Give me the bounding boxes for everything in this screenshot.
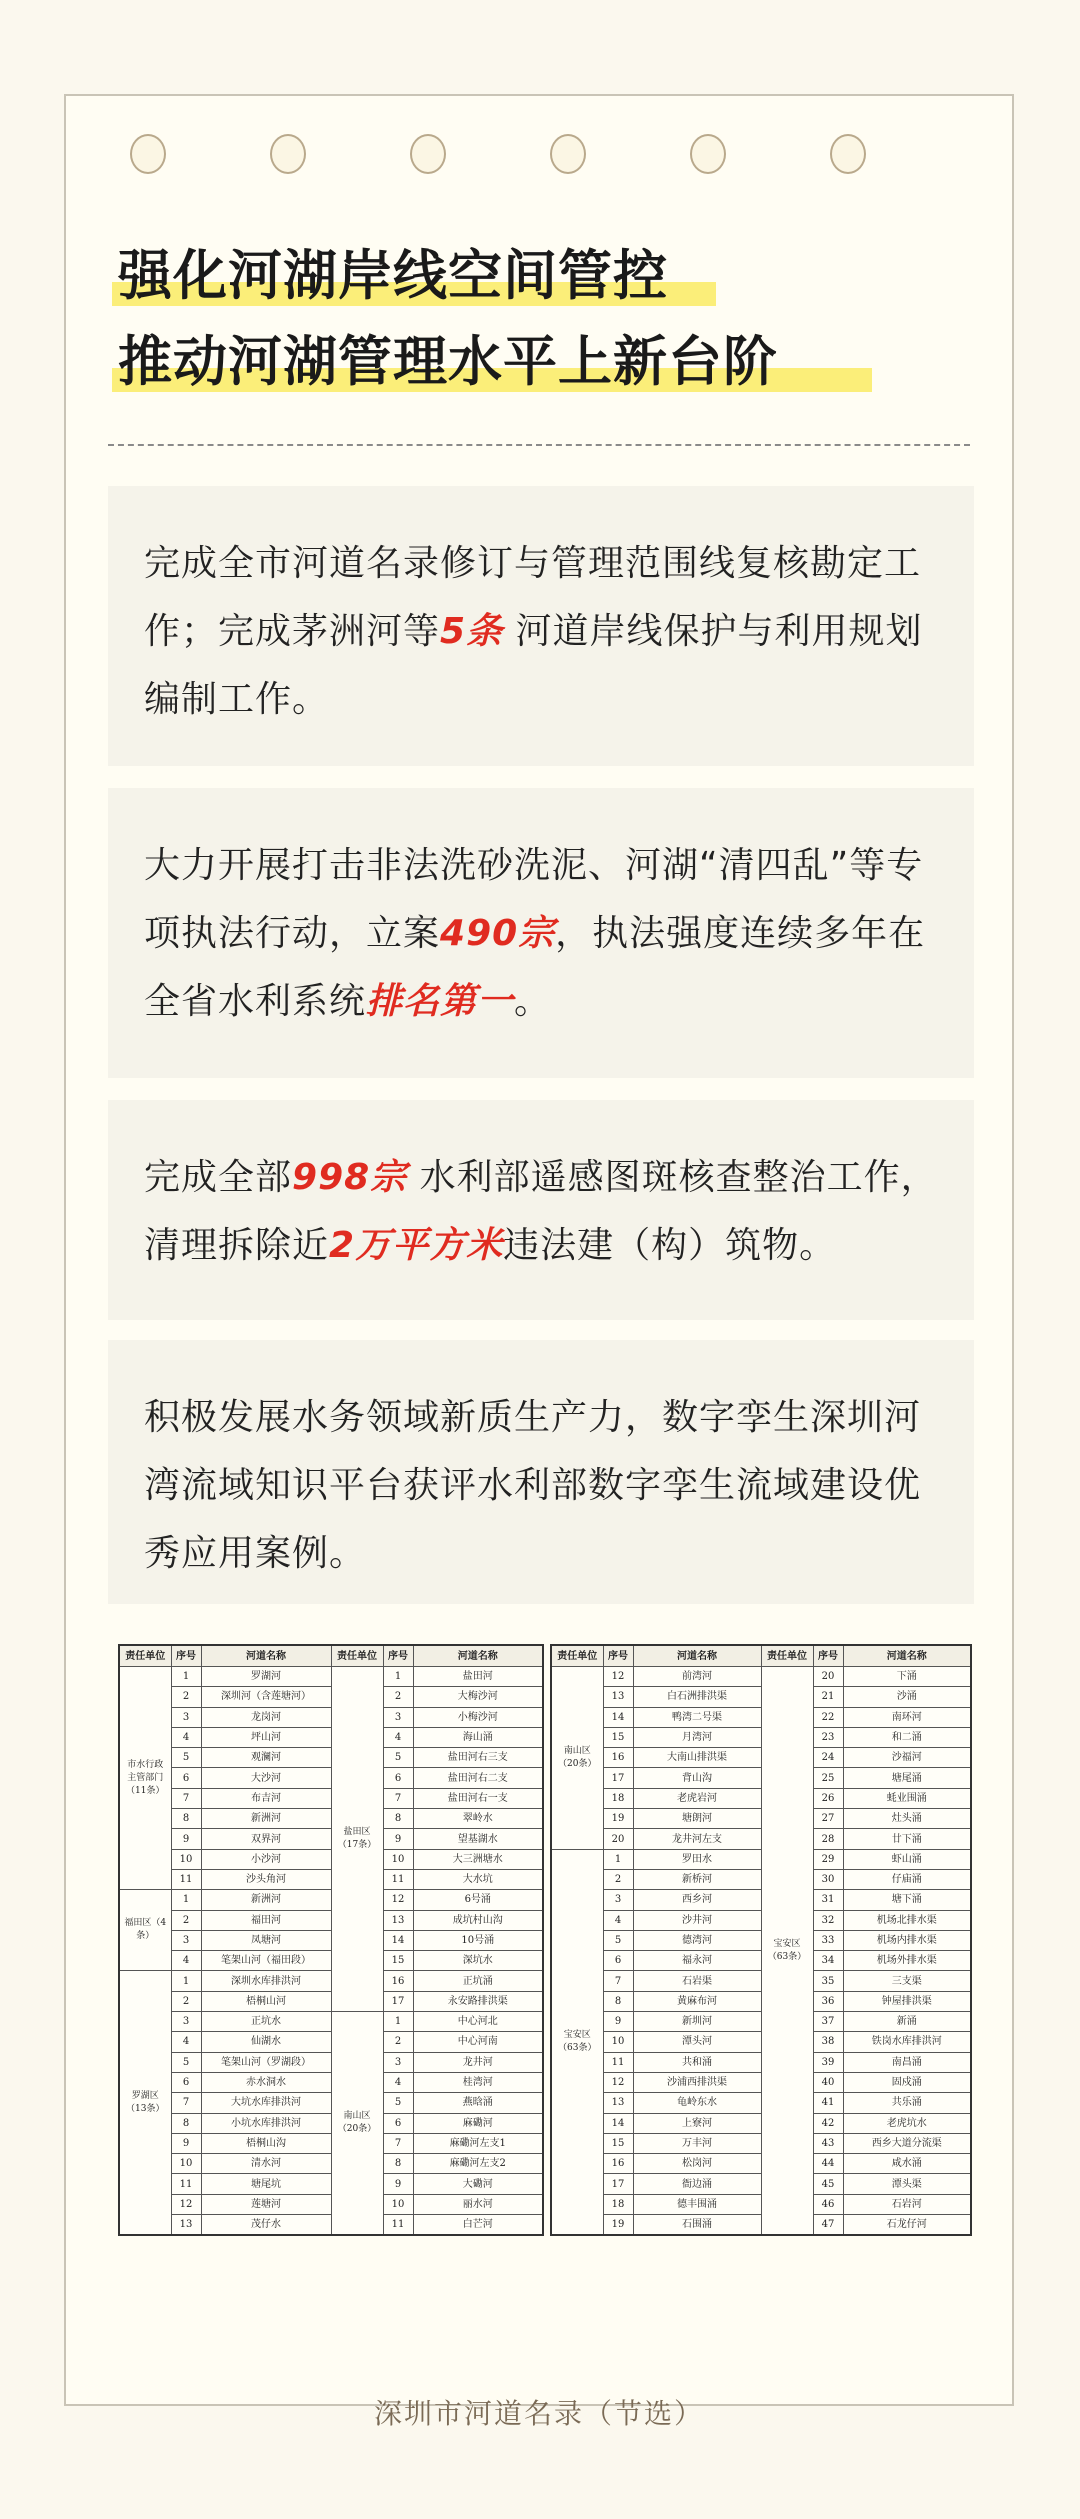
table-caption: 深圳市河道名录（节选） bbox=[373, 2397, 704, 2430]
river-table-left bbox=[118, 1644, 544, 2236]
seq-cell: 44 bbox=[813, 2154, 843, 2174]
table-row bbox=[119, 1667, 543, 1687]
river-name-cell: 铁岗水库排洪河 bbox=[843, 2032, 971, 2052]
river-name-cell: 西乡大道分流渠 bbox=[843, 2133, 971, 2153]
seq-cell: 2 bbox=[171, 1991, 201, 2011]
seq-cell: 3 bbox=[171, 2012, 201, 2032]
river-name-cell: 福永河 bbox=[633, 1951, 761, 1971]
seq-cell: 13 bbox=[171, 2215, 201, 2236]
binder-hole bbox=[130, 134, 166, 174]
river-name-cell: 永安路排洪渠 bbox=[413, 1991, 543, 2011]
river-name-cell: 黄麻布河 bbox=[633, 1991, 761, 2011]
river-name-cell: 钟屋排洪渠 bbox=[843, 1991, 971, 2011]
seq-cell: 3 bbox=[171, 1707, 201, 1727]
binder-hole bbox=[690, 134, 726, 174]
achievement-box-1 bbox=[108, 486, 974, 766]
river-name-cell: 沙头角河 bbox=[201, 1869, 331, 1889]
river-name-cell: 大坑水库排洪河 bbox=[201, 2093, 331, 2113]
river-name-cell: 固戍涌 bbox=[843, 2072, 971, 2092]
seq-cell: 18 bbox=[603, 2194, 633, 2214]
seq-cell: 10 bbox=[171, 1849, 201, 1869]
seq-cell: 8 bbox=[383, 2154, 413, 2174]
highlight-figure: 5条 bbox=[440, 611, 504, 652]
seq-cell: 3 bbox=[383, 1707, 413, 1727]
seq-cell: 17 bbox=[383, 1991, 413, 2011]
river-name-cell: 沙井河 bbox=[633, 1910, 761, 1930]
river-name-cell: 虾山涌 bbox=[843, 1849, 971, 1869]
seq-cell: 36 bbox=[813, 1991, 843, 2011]
seq-cell: 2 bbox=[383, 1687, 413, 1707]
seq-cell: 10 bbox=[603, 2032, 633, 2052]
seq-cell: 13 bbox=[383, 1910, 413, 1930]
highlight-figure: 998宗 bbox=[292, 1157, 408, 1198]
river-name-cell: 老虎坑水 bbox=[843, 2113, 971, 2133]
river-name-cell: 仙湖水 bbox=[201, 2032, 331, 2052]
river-name-cell: 新桥河 bbox=[633, 1869, 761, 1889]
seq-cell: 34 bbox=[813, 1951, 843, 1971]
seq-cell: 13 bbox=[603, 1687, 633, 1707]
seq-cell: 7 bbox=[171, 1788, 201, 1808]
unit-cell: 宝安区（63条） bbox=[551, 1849, 603, 2235]
seq-cell: 2 bbox=[603, 1869, 633, 1889]
header-river: 河道名称 bbox=[413, 1645, 543, 1667]
seq-cell: 2 bbox=[383, 2032, 413, 2052]
seq-cell: 4 bbox=[383, 2072, 413, 2092]
river-name-cell: 万丰河 bbox=[633, 2133, 761, 2153]
river-name-cell: 共和涌 bbox=[633, 2052, 761, 2072]
unit-cell: 南山区（20条） bbox=[331, 2012, 383, 2236]
river-name-cell: 梧桐山河 bbox=[201, 1991, 331, 2011]
seq-cell: 4 bbox=[171, 2032, 201, 2052]
seq-cell: 42 bbox=[813, 2113, 843, 2133]
seq-cell: 12 bbox=[603, 2072, 633, 2092]
river-name-cell: 成坑村山沟 bbox=[413, 1910, 543, 1930]
highlight-figure: 490宗 bbox=[440, 913, 556, 954]
seq-cell: 1 bbox=[603, 1849, 633, 1869]
seq-cell: 28 bbox=[813, 1829, 843, 1849]
seq-cell: 32 bbox=[813, 1910, 843, 1930]
header-river: 河道名称 bbox=[843, 1645, 971, 1667]
river-name-cell: 仔庙涌 bbox=[843, 1869, 971, 1889]
seq-cell: 11 bbox=[603, 2052, 633, 2072]
header-seq: 序号 bbox=[171, 1645, 201, 1667]
seq-cell: 11 bbox=[171, 2174, 201, 2194]
river-name-cell: 麻磡河 bbox=[413, 2113, 543, 2133]
river-name-cell: 盐田河右三支 bbox=[413, 1748, 543, 1768]
seq-cell: 20 bbox=[603, 1829, 633, 1849]
highlight-figure: 排名第一 bbox=[366, 981, 515, 1022]
river-name-cell: 麻磡河左支2 bbox=[413, 2154, 543, 2174]
seq-cell: 38 bbox=[813, 2032, 843, 2052]
river-name-cell: 凤塘河 bbox=[201, 1930, 331, 1950]
seq-cell: 17 bbox=[603, 1768, 633, 1788]
river-name-cell: 小坑水库排洪河 bbox=[201, 2113, 331, 2133]
seq-cell: 9 bbox=[603, 2012, 633, 2032]
river-name-cell: 沙浦西排洪渠 bbox=[633, 2072, 761, 2092]
seq-cell: 7 bbox=[383, 2133, 413, 2153]
seq-cell: 4 bbox=[171, 1727, 201, 1747]
river-name-cell: 深坑水 bbox=[413, 1951, 543, 1971]
unit-cell: 市水行政主管部门（11条） bbox=[119, 1667, 171, 1890]
seq-cell: 5 bbox=[383, 2093, 413, 2113]
seq-cell: 4 bbox=[383, 1727, 413, 1747]
seq-cell: 23 bbox=[813, 1727, 843, 1747]
text-segment: 。 bbox=[514, 981, 552, 1022]
seq-cell: 3 bbox=[603, 1890, 633, 1910]
river-name-cell: 盐田河 bbox=[413, 1667, 543, 1687]
river-name-cell: 沙福河 bbox=[843, 1748, 971, 1768]
title-line-2: 推动河湖管理水平上新台阶 bbox=[118, 330, 778, 393]
seq-cell: 20 bbox=[813, 1667, 843, 1687]
seq-cell: 18 bbox=[603, 1788, 633, 1808]
seq-cell: 7 bbox=[383, 1788, 413, 1808]
seq-cell: 9 bbox=[383, 1829, 413, 1849]
river-list-tables bbox=[118, 1644, 968, 2244]
content-card bbox=[64, 94, 1014, 2430]
river-name-cell: 6号涌 bbox=[413, 1890, 543, 1910]
river-name-cell: 梧桐山沟 bbox=[201, 2133, 331, 2153]
river-name-cell: 机场内排水渠 bbox=[843, 1930, 971, 1950]
river-name-cell: 丽水河 bbox=[413, 2194, 543, 2214]
seq-cell: 9 bbox=[171, 1829, 201, 1849]
unit-cell: 罗湖区（13条） bbox=[119, 1971, 171, 2235]
river-name-cell: 新圳河 bbox=[633, 2012, 761, 2032]
river-name-cell: 灶头涌 bbox=[843, 1809, 971, 1829]
achievement-box-3 bbox=[108, 1100, 974, 1320]
seq-cell: 39 bbox=[813, 2052, 843, 2072]
river-name-cell: 共乐涌 bbox=[843, 2093, 971, 2113]
text-segment: 完成全市河道名录修订与管理范围线复核勘定工作；完成茅洲河等 bbox=[144, 543, 922, 652]
seq-cell: 1 bbox=[171, 1971, 201, 1991]
river-name-cell: 石龙仔河 bbox=[843, 2215, 971, 2236]
river-name-cell: 蚝业围涌 bbox=[843, 1788, 971, 1808]
river-name-cell: 大磡河 bbox=[413, 2174, 543, 2194]
river-name-cell: 塘朗河 bbox=[633, 1809, 761, 1829]
river-name-cell: 机场北排水渠 bbox=[843, 1910, 971, 1930]
seq-cell: 8 bbox=[171, 1809, 201, 1829]
seq-cell: 2 bbox=[171, 1910, 201, 1930]
seq-cell: 26 bbox=[813, 1788, 843, 1808]
river-name-cell: 塘尾坑 bbox=[201, 2174, 331, 2194]
seq-cell: 7 bbox=[603, 1971, 633, 1991]
header-river: 河道名称 bbox=[201, 1645, 331, 1667]
seq-cell: 5 bbox=[383, 1748, 413, 1768]
river-name-cell: 鸭湾二号渠 bbox=[633, 1707, 761, 1727]
seq-cell: 12 bbox=[603, 1667, 633, 1687]
seq-cell: 47 bbox=[813, 2215, 843, 2236]
river-name-cell: 下涌 bbox=[843, 1667, 971, 1687]
river-name-cell: 老虎岩河 bbox=[633, 1788, 761, 1808]
seq-cell: 24 bbox=[813, 1748, 843, 1768]
text-segment: 大力开展打击非法洗砂洗泥、河湖“清四乱”等专项执法行动，立案 bbox=[144, 845, 924, 954]
table-row bbox=[551, 1667, 971, 1687]
river-name-cell: 咸水涌 bbox=[843, 2154, 971, 2174]
seq-cell: 11 bbox=[383, 2215, 413, 2236]
achievement-box-4 bbox=[108, 1340, 974, 1604]
seq-cell: 5 bbox=[171, 2052, 201, 2072]
river-name-cell: 深圳河（含莲塘河） bbox=[201, 1687, 331, 1707]
seq-cell: 4 bbox=[603, 1910, 633, 1930]
river-name-cell: 盐田河右一支 bbox=[413, 1788, 543, 1808]
seq-cell: 6 bbox=[383, 1768, 413, 1788]
river-name-cell: 10号涌 bbox=[413, 1930, 543, 1950]
river-name-cell: 三支渠 bbox=[843, 1971, 971, 1991]
river-name-cell: 衙边涌 bbox=[633, 2174, 761, 2194]
river-name-cell: 德湾河 bbox=[633, 1930, 761, 1950]
seq-cell: 31 bbox=[813, 1890, 843, 1910]
seq-cell: 14 bbox=[603, 1707, 633, 1727]
river-name-cell: 坪山河 bbox=[201, 1727, 331, 1747]
unit-cell: 南山区（20条） bbox=[551, 1667, 603, 1850]
box-text bbox=[144, 1384, 938, 1588]
river-name-cell: 大南山排洪渠 bbox=[633, 1748, 761, 1768]
highlight-figure: 2万平方米 bbox=[329, 1225, 504, 1266]
river-name-cell: 大三洲塘水 bbox=[413, 1849, 543, 1869]
river-name-cell: 南昌涌 bbox=[843, 2052, 971, 2072]
river-name-cell: 观澜河 bbox=[201, 1748, 331, 1768]
river-name-cell: 白石洲排洪渠 bbox=[633, 1687, 761, 1707]
table-row bbox=[119, 2012, 543, 2032]
river-name-cell: 前湾河 bbox=[633, 1667, 761, 1687]
seq-cell: 37 bbox=[813, 2012, 843, 2032]
river-name-cell: 小梅沙河 bbox=[413, 1707, 543, 1727]
seq-cell: 41 bbox=[813, 2093, 843, 2113]
river-name-cell: 石岩渠 bbox=[633, 1971, 761, 1991]
seq-cell: 33 bbox=[813, 1930, 843, 1950]
seq-cell: 14 bbox=[603, 2113, 633, 2133]
river-name-cell: 笔架山河（罗湖段） bbox=[201, 2052, 331, 2072]
header-seq: 序号 bbox=[383, 1645, 413, 1667]
river-name-cell: 翠岭水 bbox=[413, 1809, 543, 1829]
river-name-cell: 新涌 bbox=[843, 2012, 971, 2032]
river-name-cell: 深圳水库排洪河 bbox=[201, 1971, 331, 1991]
seq-cell: 5 bbox=[603, 1930, 633, 1950]
seq-cell: 15 bbox=[383, 1951, 413, 1971]
seq-cell: 10 bbox=[383, 1849, 413, 1869]
seq-cell: 1 bbox=[171, 1667, 201, 1687]
text-segment: 水利部遥感图斑核查整治工作，清理拆除近 bbox=[144, 1157, 938, 1266]
header-seq: 序号 bbox=[813, 1645, 843, 1667]
binder-hole bbox=[550, 134, 586, 174]
river-name-cell: 龟岭东水 bbox=[633, 2093, 761, 2113]
river-name-cell: 塘下涌 bbox=[843, 1890, 971, 1910]
river-name-cell: 松岗河 bbox=[633, 2154, 761, 2174]
river-name-cell: 笔架山河（福田段） bbox=[201, 1951, 331, 1971]
seq-cell: 8 bbox=[383, 1809, 413, 1829]
river-name-cell: 石岩河 bbox=[843, 2194, 971, 2214]
binder-hole bbox=[410, 134, 446, 174]
river-name-cell: 小沙河 bbox=[201, 1849, 331, 1869]
seq-cell: 19 bbox=[603, 2215, 633, 2236]
river-table-right bbox=[550, 1644, 972, 2236]
river-name-cell: 西乡河 bbox=[633, 1890, 761, 1910]
river-name-cell: 南环河 bbox=[843, 1707, 971, 1727]
seq-cell: 45 bbox=[813, 2174, 843, 2194]
river-name-cell: 布吉河 bbox=[201, 1788, 331, 1808]
seq-cell: 11 bbox=[171, 1869, 201, 1889]
text-segment: 积极发展水务领域新质生产力，数字孪生深圳河湾流域知识平台获评水利部数字孪生流域建设优秀应用案例。 bbox=[144, 1397, 922, 1574]
seq-cell: 8 bbox=[603, 1991, 633, 2011]
river-name-cell: 龙井河 bbox=[413, 2052, 543, 2072]
seq-cell: 22 bbox=[813, 1707, 843, 1727]
dashed-divider bbox=[108, 444, 970, 446]
river-name-cell: 桂湾河 bbox=[413, 2072, 543, 2092]
seq-cell: 14 bbox=[383, 1930, 413, 1950]
seq-cell: 10 bbox=[383, 2194, 413, 2214]
seq-cell: 2 bbox=[171, 1687, 201, 1707]
text-segment: 违法建（构）筑物。 bbox=[503, 1225, 837, 1266]
river-name-cell: 双界河 bbox=[201, 1829, 331, 1849]
seq-cell: 1 bbox=[383, 2012, 413, 2032]
seq-cell: 10 bbox=[171, 2154, 201, 2174]
seq-cell: 8 bbox=[171, 2113, 201, 2133]
river-name-cell: 盐田河右二支 bbox=[413, 1768, 543, 1788]
header-unit: 责任单位 bbox=[551, 1645, 603, 1667]
river-name-cell: 龙井河左支 bbox=[633, 1829, 761, 1849]
river-name-cell: 赤水洞水 bbox=[201, 2072, 331, 2092]
title-line-1: 强化河湖岸线空间管控 bbox=[118, 244, 668, 307]
river-name-cell: 机场外排水渠 bbox=[843, 1951, 971, 1971]
achievement-box-2 bbox=[108, 788, 974, 1078]
seq-cell: 4 bbox=[171, 1951, 201, 1971]
seq-cell: 9 bbox=[383, 2174, 413, 2194]
seq-cell: 16 bbox=[383, 1971, 413, 1991]
seq-cell: 6 bbox=[603, 1951, 633, 1971]
seq-cell: 35 bbox=[813, 1971, 843, 1991]
seq-cell: 9 bbox=[171, 2133, 201, 2153]
river-name-cell: 清水河 bbox=[201, 2154, 331, 2174]
river-name-cell: 新洲河 bbox=[201, 1809, 331, 1829]
unit-cell: 宝安区（63条） bbox=[761, 1667, 813, 2236]
header-river: 河道名称 bbox=[633, 1645, 761, 1667]
river-name-cell: 和二涌 bbox=[843, 1727, 971, 1747]
seq-cell: 30 bbox=[813, 1869, 843, 1889]
seq-cell: 25 bbox=[813, 1768, 843, 1788]
seq-cell: 3 bbox=[171, 1930, 201, 1950]
seq-cell: 21 bbox=[813, 1687, 843, 1707]
seq-cell: 7 bbox=[171, 2093, 201, 2113]
river-name-cell: 大梅沙河 bbox=[413, 1687, 543, 1707]
unit-cell: 福田区（4条） bbox=[119, 1890, 171, 1971]
seq-cell: 5 bbox=[171, 1748, 201, 1768]
seq-cell: 6 bbox=[171, 1768, 201, 1788]
seq-cell: 6 bbox=[383, 2113, 413, 2133]
box-text bbox=[144, 1144, 938, 1280]
seq-cell: 16 bbox=[603, 2154, 633, 2174]
river-name-cell: 背山沟 bbox=[633, 1768, 761, 1788]
river-name-cell: 福田河 bbox=[201, 1910, 331, 1930]
text-segment: 完成全部 bbox=[144, 1157, 293, 1198]
river-name-cell: 罗湖河 bbox=[201, 1667, 331, 1687]
river-name-cell: 望基湖水 bbox=[413, 1829, 543, 1849]
header-unit: 责任单位 bbox=[119, 1645, 171, 1667]
seq-cell: 6 bbox=[171, 2072, 201, 2092]
river-name-cell: 石围涌 bbox=[633, 2215, 761, 2236]
box-text bbox=[144, 832, 938, 1036]
river-name-cell: 中心河北 bbox=[413, 2012, 543, 2032]
box-text bbox=[144, 530, 938, 734]
river-name-cell: 白芒河 bbox=[413, 2215, 543, 2236]
header-unit: 责任单位 bbox=[331, 1645, 383, 1667]
river-name-cell: 中心河南 bbox=[413, 2032, 543, 2052]
river-name-cell: 燕晗涌 bbox=[413, 2093, 543, 2113]
header-seq: 序号 bbox=[603, 1645, 633, 1667]
text-segment: 河道岸线保护与利用规划编制工作。 bbox=[144, 611, 923, 720]
header-unit: 责任单位 bbox=[761, 1645, 813, 1667]
seq-cell: 17 bbox=[603, 2174, 633, 2194]
seq-cell: 12 bbox=[171, 2194, 201, 2214]
seq-cell: 13 bbox=[603, 2093, 633, 2113]
river-name-cell: 海山涌 bbox=[413, 1727, 543, 1747]
river-name-cell: 潭头渠 bbox=[843, 2174, 971, 2194]
seq-cell: 46 bbox=[813, 2194, 843, 2214]
seq-cell: 11 bbox=[383, 1869, 413, 1889]
seq-cell: 12 bbox=[383, 1890, 413, 1910]
seq-cell: 15 bbox=[603, 1727, 633, 1747]
unit-cell: 盐田区（17条） bbox=[331, 1667, 383, 2012]
seq-cell: 15 bbox=[603, 2133, 633, 2153]
seq-cell: 19 bbox=[603, 1809, 633, 1829]
river-name-cell: 茂仔水 bbox=[201, 2215, 331, 2236]
seq-cell: 29 bbox=[813, 1849, 843, 1869]
river-name-cell: 德丰围涌 bbox=[633, 2194, 761, 2214]
river-name-cell: 罗田水 bbox=[633, 1849, 761, 1869]
river-name-cell: 新洲河 bbox=[201, 1890, 331, 1910]
seq-cell: 43 bbox=[813, 2133, 843, 2153]
river-name-cell: 大沙河 bbox=[201, 1768, 331, 1788]
river-name-cell: 廿下涌 bbox=[843, 1829, 971, 1849]
river-name-cell: 莲塘河 bbox=[201, 2194, 331, 2214]
text-segment: ，执法强度连续多年在全省水利系统 bbox=[144, 913, 926, 1022]
river-name-cell: 麻磡河左支1 bbox=[413, 2133, 543, 2153]
seq-cell: 16 bbox=[603, 1748, 633, 1768]
seq-cell: 3 bbox=[383, 2052, 413, 2072]
river-name-cell: 沙涌 bbox=[843, 1687, 971, 1707]
binder-hole bbox=[270, 134, 306, 174]
river-name-cell: 大水坑 bbox=[413, 1869, 543, 1889]
river-name-cell: 龙岗河 bbox=[201, 1707, 331, 1727]
seq-cell: 1 bbox=[383, 1667, 413, 1687]
seq-cell: 40 bbox=[813, 2072, 843, 2092]
river-name-cell: 正坑水 bbox=[201, 2012, 331, 2032]
river-name-cell: 月湾河 bbox=[633, 1727, 761, 1747]
seq-cell: 27 bbox=[813, 1809, 843, 1829]
seq-cell: 1 bbox=[171, 1890, 201, 1910]
binder-holes bbox=[66, 134, 1012, 178]
river-name-cell: 潭头河 bbox=[633, 2032, 761, 2052]
binder-hole bbox=[830, 134, 866, 174]
page-title bbox=[118, 236, 778, 402]
river-name-cell: 正坑涌 bbox=[413, 1971, 543, 1991]
river-name-cell: 上寮河 bbox=[633, 2113, 761, 2133]
river-name-cell: 塘尾涌 bbox=[843, 1768, 971, 1788]
